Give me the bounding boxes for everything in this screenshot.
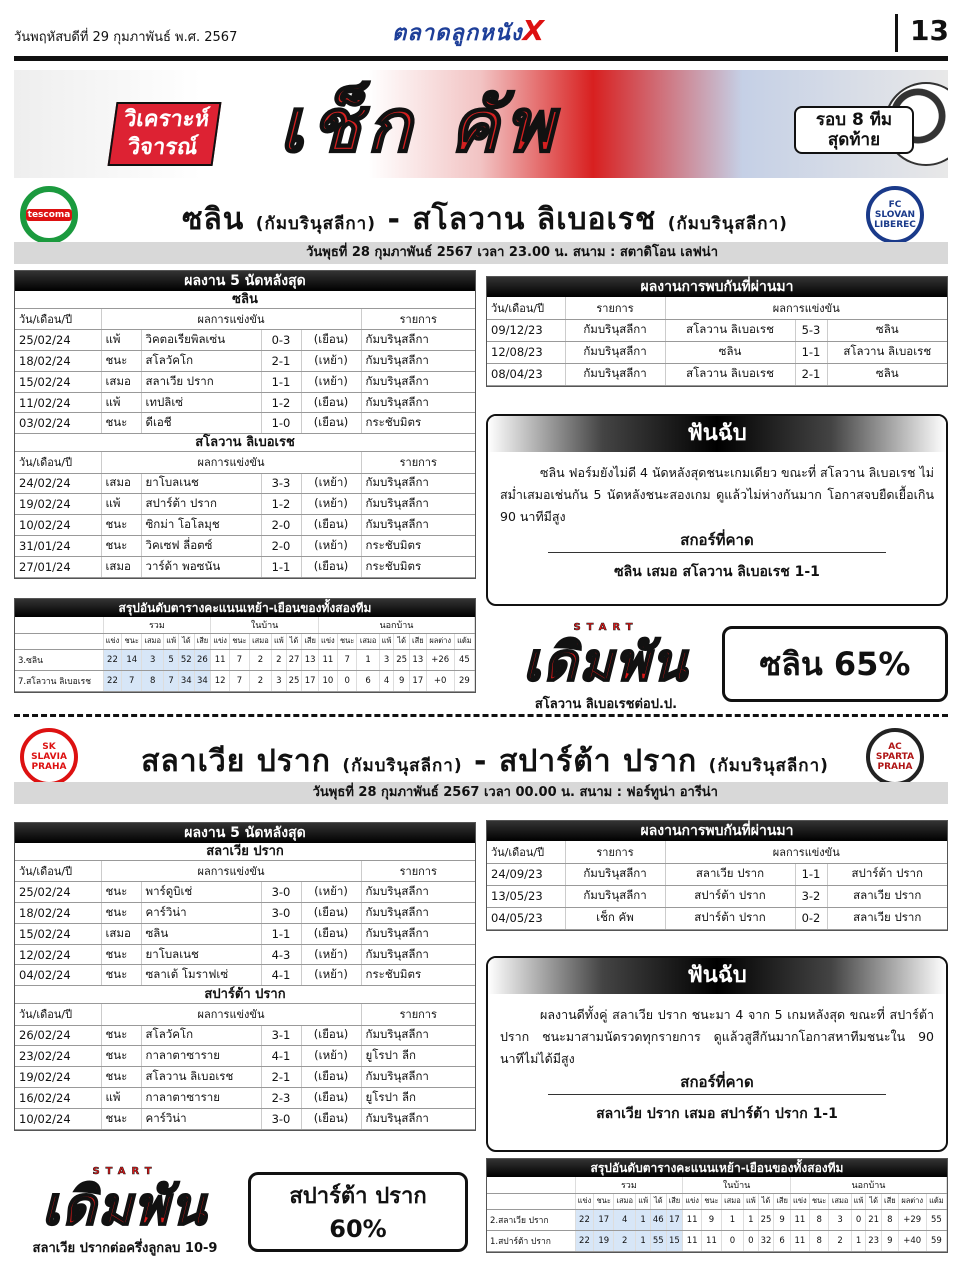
head-to-head-table <box>486 820 948 931</box>
away-team-logo: FC SLOVAN LIBEREC <box>866 186 924 244</box>
standings-key-row: แข่ง ชนะ เสมอ แพ้ ได้ เสีย แข่ง ชนะ เสมอ แพ้ ได้ เสีย แข่ง ชนะ เสมอ แพ้ ได้ เสีย ผลต่าง แต้ม <box>15 633 475 649</box>
start-tag: START <box>573 622 639 633</box>
table-row: 18/02/24 ชนะ สโลวัคโก 2-1 (เหย้า) กัมบรินุสลีกา <box>15 351 475 372</box>
table-header: วัน/เดือน/ปี ผลการแข่งขัน รายการ <box>15 309 475 330</box>
betting-line: สลาเวีย ปรากต่อครึ่งลูกลบ 10-9 <box>32 1241 218 1256</box>
table-row: 1.สปาร์ต้า ปราก 22 19 2 1 55 15 11 11 0 0 32 6 11 8 2 1 23 9 +40 59 <box>487 1230 947 1251</box>
away-team-logo: AC SPARTA PRAHA <box>866 728 924 786</box>
match-title: สลาเวีย ปราก (กัมบรินุสลีกา) - สปาร์ต้า ปราก (กัมบรินุสลีกา) <box>141 744 829 779</box>
issue-date: วันพฤหัสบดีที่ 29 กุมภาพันธ์ พ.ศ. 2567 <box>14 30 238 45</box>
pick-percent: 60% <box>329 1215 387 1243</box>
match-title: ซลิน (กัมบรินุสลีกา) - สโลวาน ลิเบอเรช (กัมบรินุสลีกา) <box>182 202 788 237</box>
recent-form-title: ผลงาน 5 นัดหลังสุด <box>15 823 475 843</box>
table-row: 08/04/23 กัมบรินุสลีกา สโลวาน ลิเบอเรช 2-1 ซลิน <box>487 363 947 385</box>
table-header: วัน/เดือน/ปี รายการ ผลการแข่งขัน <box>487 841 947 863</box>
table-row: 25/02/24 ชนะ พาร์ดูบิเช่ 3-0 (เหย้า) กัมบรินุสลีกา <box>15 882 475 903</box>
table-row: 09/12/23 กัมบรินุสลีกา สโลวาน ลิเบอเรช 5-3 ซลิน <box>487 319 947 341</box>
table-row: 12/08/23 กัมบรินุสลีกา ซลิน 1-1 สโลวาน ลิเบอเรช <box>487 341 947 363</box>
recent-form-table <box>14 270 476 579</box>
recent-form-table <box>14 822 476 1131</box>
table-row: 12/02/24 ชนะ ยาโบลเนช 4-3 (เหย้า) กัมบรินุสลีกา <box>15 944 475 965</box>
head-to-head-table <box>486 276 948 387</box>
table-row: 04/02/24 ชนะ ซลาเต้ โมราฟเซ่ 4-1 (เหย้า) กระชับมิตร <box>15 965 475 986</box>
section-divider <box>14 714 948 717</box>
away-form-rows <box>15 1004 475 1129</box>
home-form-rows <box>15 309 475 434</box>
pick-team: สปาร์ต้า ปราก <box>289 1184 427 1209</box>
home-team-logo: tescoma <box>20 186 78 244</box>
betting-line-block <box>498 622 714 714</box>
table-row: 11/02/24 แพ้ เทปลิเซ่ 1-2 (เยือน) กัมบรินุสลีกา <box>15 392 475 413</box>
match-info: วันพุธที่ 28 กุมภาพันธ์ 2567 เวลา 00.00 น. สนาม : ฟอร์ทูน่า อารีน่า <box>14 782 948 804</box>
predicted-score: ซลิน เสมอ สโลวาน ลิเบอเรช 1-1 <box>614 564 820 580</box>
table-row: 26/02/24 ชนะ สโลวัคโก 3-1 (เยือน) กัมบรินุสลีกา <box>15 1025 475 1046</box>
betting-line: สโลวาน ลิเบอเรชต่อป.ป. <box>534 697 678 712</box>
table-row: 13/05/23 กัมบรินุสลีกา สปาร์ต้า ปราก 3-2 สลาเวีย ปราก <box>487 885 947 907</box>
standings-title: สรุปอันดับตารางคะแนนเหย้า-เยือนของทั้งสองทีม <box>15 599 475 617</box>
table-row: 16/02/24 แพ้ กาลาตาซาราย 2-3 (เยือน) ยูโรปา ลีก <box>15 1087 475 1108</box>
table-row: 19/02/24 แพ้ สปาร์ต้า ปราก 1-2 (เหย้า) กัมบรินุสลีกา <box>15 494 475 515</box>
table-row: 3.ซลิน 22 14 3 5 52 26 11 7 2 2 27 13 11 7 1 3 25 13 +26 45 <box>15 649 475 670</box>
analysis-text: ซลิน ฟอร์มยังไม่ดี 4 นัดหลังสุดชนะเกมเดียว ขณะที่ สโลวาน ลิเบอเรช ไม่สม่ำเสมอเช่นกัน 5 นัดหลังชนะสองเกม ดูแล้วไม่ห่างกันมาก โอกาสจบยืดเยื้อเกิน 90 นาทีมีสูง <box>500 465 934 524</box>
pick-box: ซลิน 65% <box>722 626 948 702</box>
table-row: 18/02/24 ชนะ คาร์วิน่า 3-0 (เยือน) กัมบรินุสลีกา <box>15 903 475 924</box>
home-form-rows <box>15 861 475 986</box>
betting-title: เดิมพัน <box>523 633 689 693</box>
analysis-box <box>486 414 948 606</box>
analysis-box <box>486 956 948 1152</box>
table-row: 23/02/24 ชนะ กาลาตาซาราย 4-1 (เหย้า) ยูโรปา ลีก <box>15 1046 475 1067</box>
away-form-title: สปาร์ต้า ปราก <box>15 986 475 1004</box>
h2h-title: ผลงานการพบกันที่ผ่านมา <box>487 277 947 297</box>
table-row: 15/02/24 เสมอ สลาเวีย ปราก 1-1 (เหย้า) กัมบรินุสลีกา <box>15 371 475 392</box>
table-header: วัน/เดือน/ปี ผลการแข่งขัน รายการ <box>15 861 475 882</box>
banner-round-badge: รอบ 8 ทีม สุดท้าย <box>794 106 914 154</box>
analysis-title: ฟันฉับ <box>488 416 946 452</box>
brand-name: ตลาดลูกหนัง <box>392 21 523 46</box>
standings-title: สรุปอันดับตารางคะแนนเหย้า-เยือนของทั้งสองทีม <box>487 1159 947 1177</box>
table-header: วัน/เดือน/ปี ผลการแข่งขัน รายการ <box>15 1004 475 1025</box>
standings-group-row: รวม ในบ้าน นอกบ้าน <box>487 1177 947 1193</box>
table-header: วัน/เดือน/ปี ผลการแข่งขัน รายการ <box>15 452 475 473</box>
recent-form-title: ผลงาน 5 นัดหลังสุด <box>15 271 475 291</box>
h2h-title: ผลงานการพบกันที่ผ่านมา <box>487 821 947 841</box>
table-row: 7.สโลวาน ลิเบอเรช 22 7 8 7 34 34 12 7 2 3 25 17 10 0 6 4 9 17 +0 29 <box>15 670 475 691</box>
predicted-score: สลาเวีย ปราก เสมอ สปาร์ต้า ปราก 1-1 <box>596 1106 838 1122</box>
start-tag: START <box>92 1166 158 1177</box>
match-info: วันพุธที่ 28 กุมภาพันธ์ 2567 เวลา 23.00 น. สนาม : สตาดิโอน เลฟน่า <box>14 242 948 264</box>
table-row: 24/02/24 เสมอ ยาโบลเนช 3-3 (เหย้า) กัมบรินุสลีกา <box>15 473 475 494</box>
home-team-logo: SK SLAVIA PRAHA <box>20 728 78 786</box>
predicted-score-title: สกอร์ที่คาด <box>548 1070 886 1095</box>
brand-x: X <box>522 14 546 47</box>
table-row: 25/02/24 แพ้ วิคตอเรียพิลเซ่น 0-3 (เยือน) กัมบรินุสลีกา <box>15 330 475 351</box>
home-form-title: ซลิน <box>15 291 475 309</box>
table-row: 31/01/24 ชนะ วิคเซฟ ลี่อตซ์ 2-0 (เหย้า) กระชับมิตร <box>15 535 475 556</box>
table-row: 04/05/23 เช็ก คัพ สปาร์ต้า ปราก 0-2 สลาเวีย ปราก <box>487 907 947 929</box>
table-row: 03/02/24 ชนะ ดีเอชี 1-0 (เยือน) กระชับมิตร <box>15 413 475 434</box>
betting-title: เดิมพัน <box>42 1177 208 1237</box>
standings-group-row: รวม ในบ้าน นอกบ้าน <box>15 617 475 633</box>
standings-table <box>486 1158 948 1253</box>
away-form-title: สโลวาน ลิเบอเรช <box>15 434 475 452</box>
table-row: 24/09/23 กัมบรินุสลีกา สลาเวีย ปราก 1-1 สปาร์ต้า ปราก <box>487 863 947 885</box>
table-header: วัน/เดือน/ปี รายการ ผลการแข่งขัน <box>487 297 947 319</box>
table-row: 19/02/24 ชนะ สโลวาน ลิเบอเรช 2-1 (เยือน) กัมบรินุสลีกา <box>15 1067 475 1088</box>
table-row: 10/02/24 ชนะ คาร์วิน่า 3-0 (เยือน) กัมบรินุสลีกา <box>15 1108 475 1129</box>
section-banner <box>14 70 948 178</box>
banner-subtitle: วิเคราะห์ วิจารณ์ <box>108 102 222 166</box>
analysis-text: ผลงานดีทั้งคู่ สลาเวีย ปราก ชนะมา 4 จาก 5 เกมหลังสุด ขณะที่ สปาร์ต้า ปราก ชนะมาสามนัดรวดทุกรายการ ดูแล้วสูสีกันมากโอกาสหาทีมชนะใน 90 นาทีไม่ได้มีสูง <box>500 1007 934 1066</box>
table-row: 15/02/24 เสมอ ซลิน 1-1 (เยือน) กัมบรินุสลีกา <box>15 923 475 944</box>
standings-table <box>14 598 476 693</box>
betting-line-block <box>14 1166 236 1258</box>
table-row: 10/02/24 ชนะ ซิกม่า โอโลมุช 2-0 (เยือน) กัมบรินุสลีกา <box>15 515 475 536</box>
away-form-rows <box>15 452 475 577</box>
page-number: 13 <box>895 14 949 52</box>
table-row: 27/01/24 เสมอ วาร์ด้า พอซนัน 1-1 (เยือน) กระชับมิตร <box>15 556 475 577</box>
predicted-score-title: สกอร์ที่คาด <box>548 528 886 553</box>
table-row: 2.สลาเวีย ปราก 22 17 4 1 46 17 11 9 1 1 25 9 11 8 3 0 21 8 +29 55 <box>487 1209 947 1230</box>
analysis-title: ฟันฉับ <box>488 958 946 994</box>
header-rule <box>14 56 948 61</box>
home-form-title: สลาเวีย ปราก <box>15 843 475 861</box>
standings-key-row: แข่ง ชนะ เสมอ แพ้ ได้ เสีย แข่ง ชนะ เสมอ แพ้ ได้ เสีย แข่ง ชนะ เสมอ แพ้ ได้ เสีย ผลต่าง แต้ม <box>487 1193 947 1209</box>
brand-logo <box>392 14 545 50</box>
banner-title: เช็ก คัพ <box>279 83 560 169</box>
pick-box <box>248 1172 468 1252</box>
